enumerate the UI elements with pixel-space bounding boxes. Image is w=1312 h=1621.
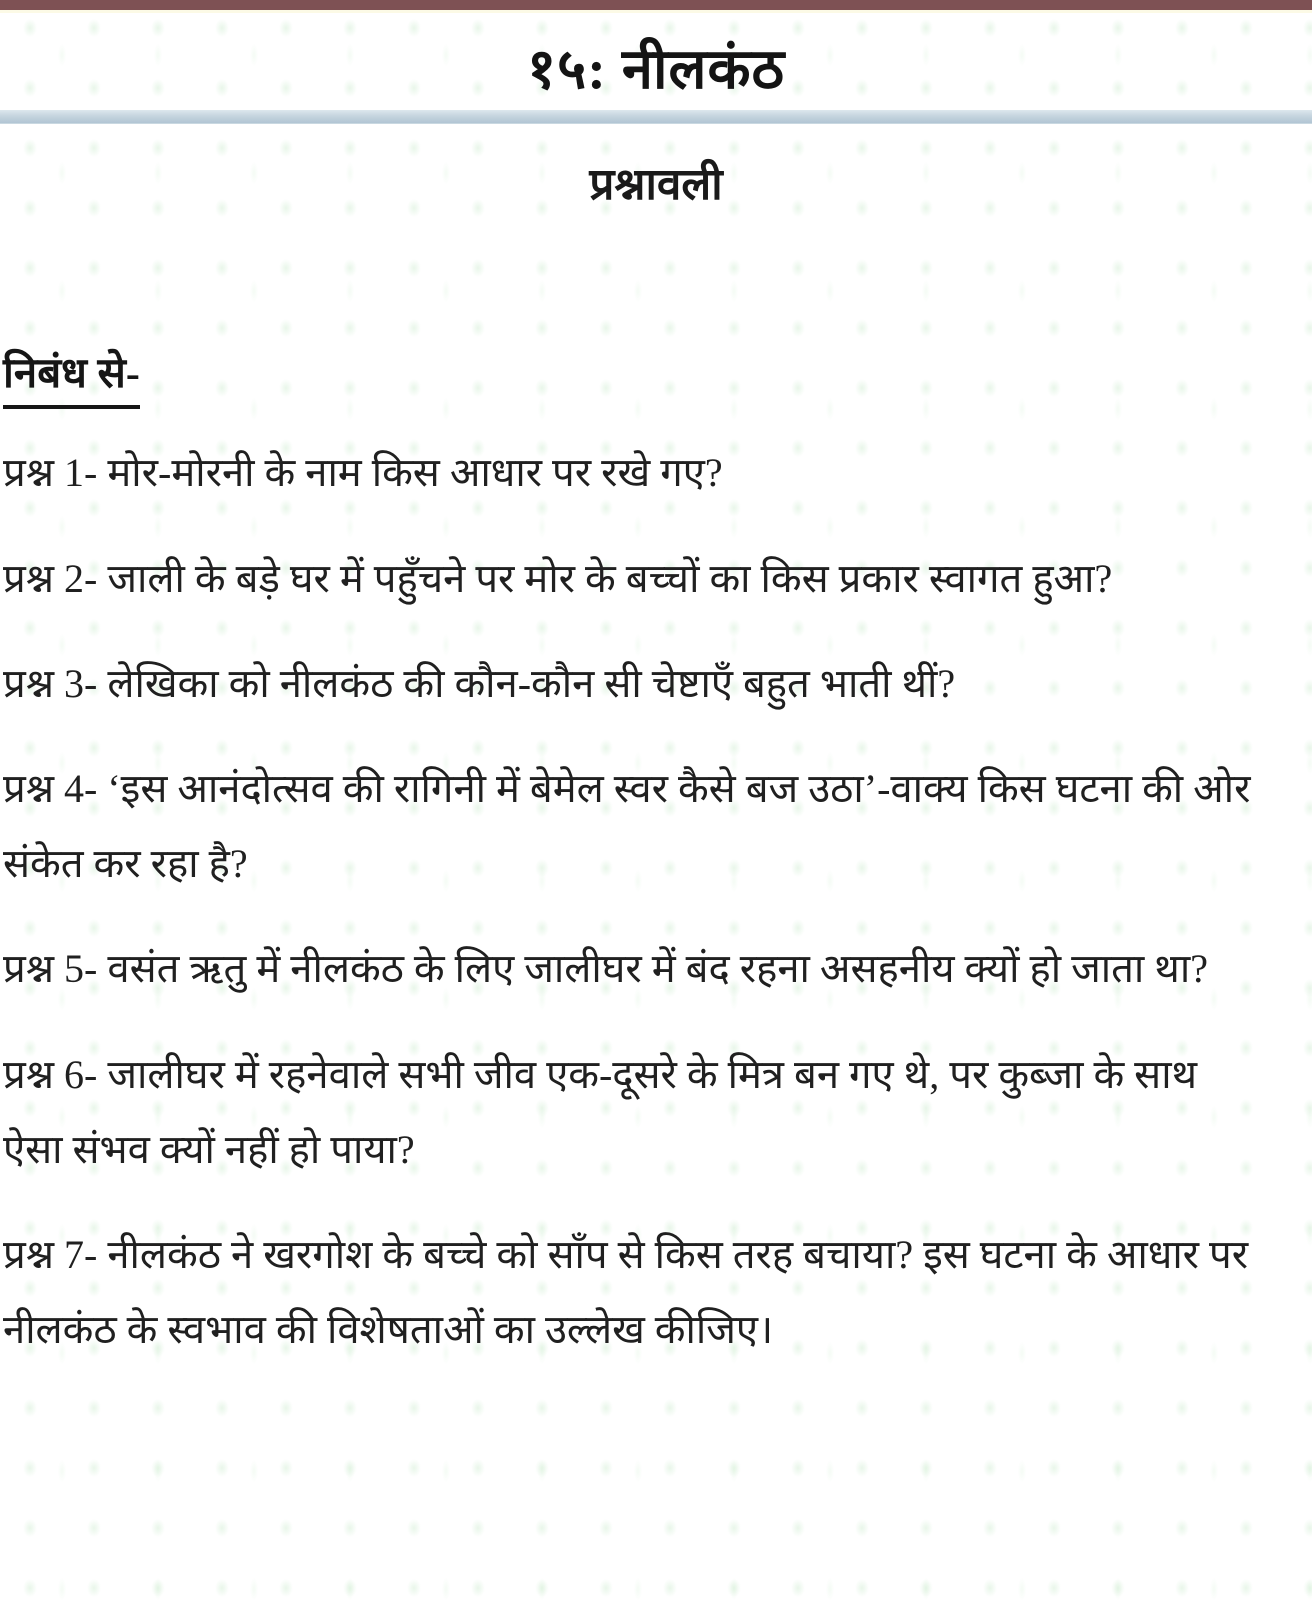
- question-6: प्रश्न 6- जालीघर में रहनेवाले सभी जीव एक-दूसरे के मित्र बन गए थे, पर कुब्जा के साथ ऐसा संभव क्यों नहीं हो पाया?: [3, 1051, 1198, 1172]
- question-7: प्रश्न 7- नीलकंठ ने खरगोश के बच्चे को साँप से किस तरह बचाया? इस घटना के आधार पर नीलकंठ के स्वभाव की विशेषताओं का उल्लेख कीजिए।: [3, 1231, 1249, 1353]
- questions-section: [0, 343, 1312, 1367]
- top-border-bar: [0, 0, 1312, 10]
- section-heading-text: निबंध से-: [3, 343, 140, 409]
- question-4: प्रश्न 4- ‘इस आनंदोत्सव की रागिनी में बेमेल स्वर कैसे बज उठा’-वाक्य किस घटना की ओर संकेत कर रहा है?: [3, 765, 1251, 887]
- question-5: प्रश्न 5- वसंत ऋतु में नीलकंठ के लिए जालीघर में बंद रहना असहनीय क्यों हो जाता था?: [3, 946, 1208, 992]
- section-heading: [3, 343, 1264, 409]
- question-1: प्रश्न 1- मोर-मोरनी के नाम किस आधार पर रखे गए?: [3, 450, 723, 496]
- page-subtitle: प्रश्नावली: [589, 159, 723, 209]
- question-2: प्रश्न 2- जाली के बड़े घर में पहुँचने पर मोर के बच्चों का किस प्रकार स्वागत हुआ?: [3, 555, 1113, 601]
- top-accent-line: [0, 10, 1312, 13]
- chapter-title: १५: नीलकंठ: [527, 39, 785, 101]
- question-3: प्रश्न 3- लेखिका को नीलकंठ की कौन-कौन सी चेष्टाएँ बहुत भाती थीं?: [3, 660, 956, 706]
